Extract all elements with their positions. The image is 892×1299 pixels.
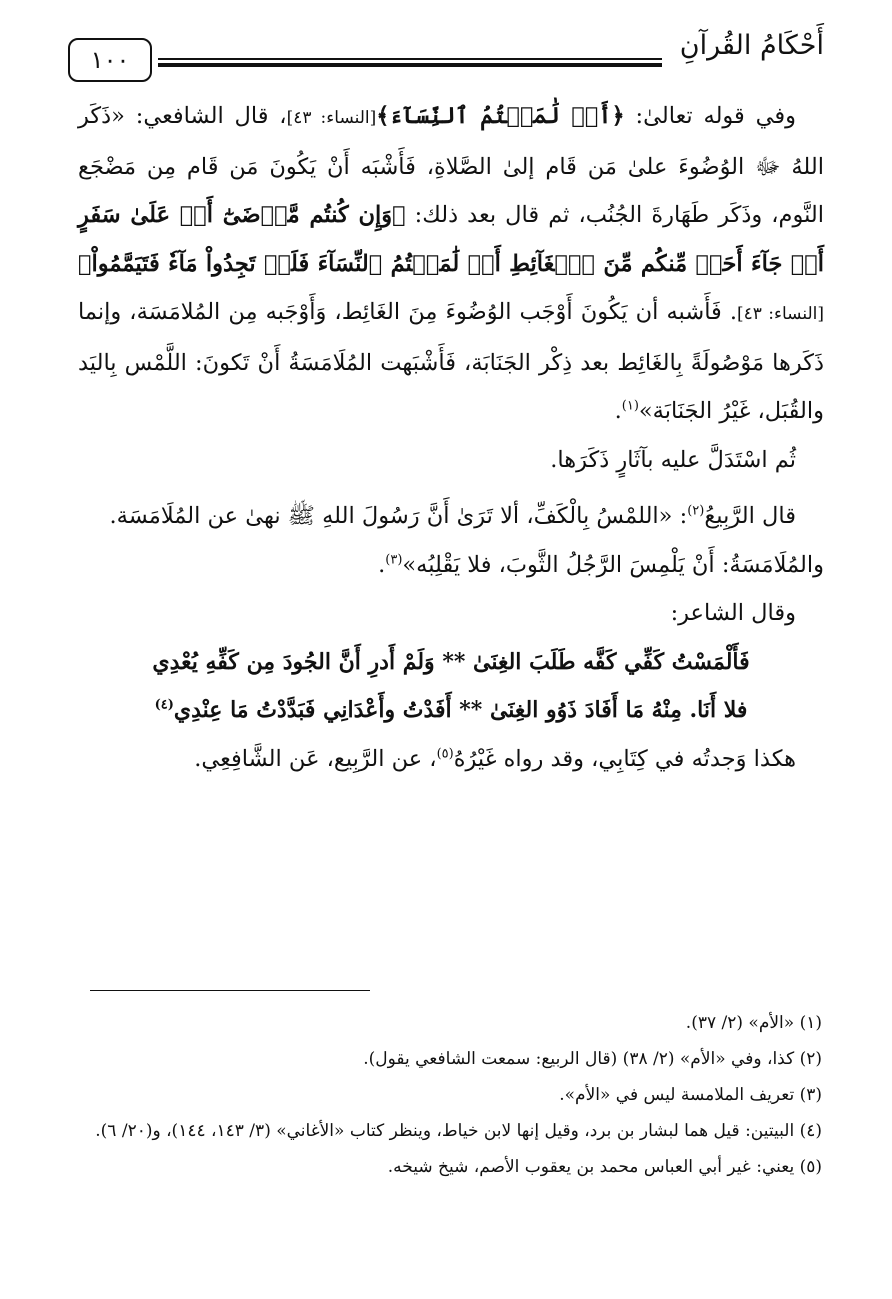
quran-citation-1: [النساء: ٤٣]	[286, 108, 377, 128]
paragraph-4: والمُلَامَسَةُ: أَنْ يَلْمِسَ الرَّجُلُ الثَّوبَ، فلا يَقْلِبُه»$^{(٣)}$.	[378, 551, 824, 578]
quran-citation-2: [النساء: ٤٣]	[737, 304, 824, 324]
spacer	[78, 484, 824, 492]
para3-text: : «اللمْسُ بِالْكَفِّ، ألا تَرَىٰ أَنَّ رَسُولَ اللهِ ﷺ نهىٰ عن المُلَامَسَة.	[109, 503, 688, 529]
footnote-ref-2[interactable]: (٢)	[687, 503, 705, 519]
main-text	[78, 92, 824, 783]
header-rule-thin	[158, 58, 662, 60]
verse-line-2	[78, 686, 824, 735]
footnote-separator	[90, 990, 370, 991]
verse-line-2-text: فلا أَنَا. مِنْهُ مَا أَفَادَ ذَوُو الغِنَىٰ ** أَفَدْتُ وأَعْدَانِي فَبَدَّدْتُ مَا عِنْدِي	[173, 697, 748, 723]
paragraph-2: ثُم اسْتَدَلَّ عليه بآثَارٍ ذَكَرَها.	[550, 446, 796, 473]
verse-line-1: فَأَلْمَسْتُ كَفِّي كَفَّه طَلَبَ الغِنَىٰ ** وَلَمْ أَدرِ أَنَّ الجُودَ مِن كَفِّهِ يُعْدِي	[152, 648, 750, 675]
footnote-ref-3[interactable]: (٣)	[385, 552, 403, 567]
para4-text: والمُلَامَسَةُ: أَنْ يَلْمِسَ الرَّجُلُ الثَّوبَ، فلا يَقْلِبُه»	[402, 551, 824, 578]
paragraph-1: وفي قوله تعالىٰ: ﴿أَوۡ لَٰمَسۡتُمُ ٱلنِّسَآءَ﴾[النساء: ٤٣]، قال الشافعي: «ذَكَر اللهُ ﷻ الوُضُوءَ علىٰ مَن قَام إلىٰ الصَّلاةِ، فَأَشْبَه أَنْ يَكُونَ مَن قَام مِن مَضْجَع النَّوم، وذَكَر طَهَارةَ الجُنُب، ثم قال بعد ذلك: ﴿وَإِن كُنتُم مَّرۡضَىٰٓ أَوۡ عَلَىٰ سَفَرٍ أَوۡ جَآءَ أَحَدٞ مِّنكُم مِّنَ ٱلۡغَآئِطِ أَوۡ لَٰمَسۡتُمُ ٱلنِّسَآءَ فَلَمۡ تَجِدُواْ مَآءٗ فَتَيَمَّمُواْ﴾[النساء: ٤٣]. فَأَشبه أن يَكُونَ أَوْجَب الوُضُوءَ مِنَ الغَائِط، وَأَوْجَبه مِن المُلامَسَة، وإنما ذَكَرها مَوْصُولَةً بِالغَائِط بعد ذِكْر الجَنَابَة، فَأَشْبَهت المُلَامَسَةُ أَنْ تَكونَ: اللَّمْس بِاليَد والقُبَل، غَيْرُ الجَنَابَة»$^{(١)}$.	[78, 103, 824, 424]
footnote-5: (٥) يعني: غير أبي العباس محمد بن يعقوب الأصم، شيخ شيخه.	[387, 1157, 822, 1177]
running-title: أَحْكَامُ القُرآنِ	[679, 30, 824, 61]
footnote-ref-5[interactable]: (٥)	[436, 746, 454, 761]
footnote-3: (٣) تعريف الملامسة ليس في «الأم».	[559, 1085, 822, 1105]
para6-end: ، عن الرَّبِيع، عَن الشَّافِعِي.	[194, 745, 437, 772]
header-rule-thick	[158, 63, 662, 67]
para1-intro: وفي قوله تعالىٰ:	[624, 103, 796, 129]
para1-continuation: . فَأَشبه أن يَكُونَ أَوْجَب الوُضُوءَ مِنَ الغَائِط، وَأَوْجَبه مِن المُلامَسَة، وإنما ذَكَرها مَوْصُولَةً بِالغَائِط بعد ذِكْر الجَنَابَة، فَأَشْبَهت المُلَامَسَةُ أَنْ تَكونَ: اللَّمْس بِاليَد والقُبَل، غَيْرُ الجَنَابَة»	[78, 299, 824, 424]
footnote-ref-1[interactable]: (١)	[621, 398, 639, 414]
page-header	[68, 28, 824, 86]
para1-text: ، قال الشافعي: «ذَكَر اللهُ ﷻ الوُضُوءَ علىٰ مَن قَام إلىٰ الصَّلاةِ، فَأَشْبَه أَنْ يَكُونَ مَن قَام مِن مَضْجَع النَّوم، وذَكَر طَهَارةَ الجُنُب، ثم قال بعد ذلك:	[78, 103, 824, 228]
footnotes	[78, 1006, 822, 1186]
paragraph-3	[78, 492, 824, 541]
footnote-2: (٢) كذا، وفي «الأم» (٢/ ٣٨) (قال الربيع: سمعت الشافعي يقول).	[363, 1049, 822, 1069]
footnote-1: (١) «الأم» (٢/ ٣٧).	[685, 1013, 822, 1033]
para6-text: هكذا وَجدتُه في كِتَابِي، وقد رواه غَيْرُهُ	[453, 745, 796, 772]
para3-speaker: قال الرَّبِيعُ	[704, 503, 796, 529]
footnote-ref-4[interactable]: (٤)	[154, 697, 174, 713]
quran-quote-2: ﴿وَإِن كُنتُم مَّرۡضَىٰٓ أَوۡ عَلَىٰ سَفَرٍ أَوۡ جَآءَ أَحَدٞ مِّنكُم مِّنَ ٱلۡغَآئِطِ أَوۡ لَٰمَسۡتُمُ ٱلنِّسَآءَ فَلَمۡ تَجِدُواْ مَآءٗ فَتَيَمَّمُواْ﴾	[78, 202, 824, 277]
footnote-4: (٤) البيتين: قيل هما لبشار بن برد، وقيل إنها لابن خياط، وينظر كتاب «الأغاني» (٣/ ١٤٣، ١٤٤)، و(٢٠/ ٦).	[95, 1121, 822, 1141]
quran-quote-1: ﴿أَوۡ لَٰمَسۡتُمُ ٱلنِّسَآءَ﴾	[376, 103, 625, 129]
paragraph-6	[78, 735, 824, 784]
paragraph-5: وقال الشاعر:	[670, 600, 796, 626]
page-number: ١٠٠	[68, 38, 152, 82]
